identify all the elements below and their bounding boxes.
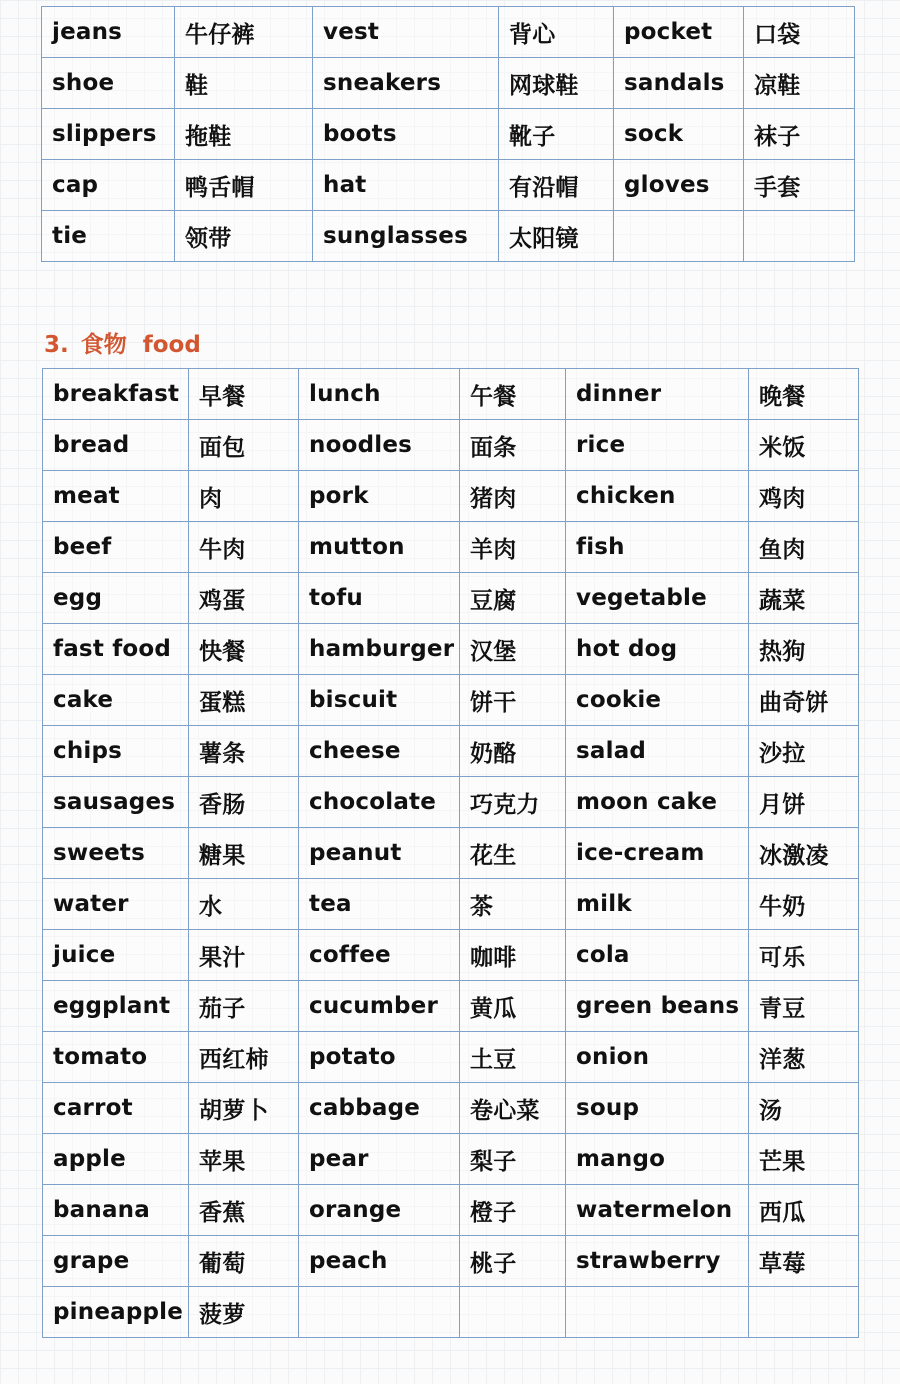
english-word-cell: biscuit [299,675,460,726]
chinese-word-cell: 牛奶 [749,879,859,930]
chinese-word-cell: 沙拉 [749,726,859,777]
english-word-cell: cheese [299,726,460,777]
english-word-cell: pear [299,1134,460,1185]
english-word-cell: mutton [299,522,460,573]
english-word-cell: breakfast [43,369,189,420]
table-row [43,930,859,981]
english-word-cell: cabbage [299,1083,460,1134]
chinese-word-cell: 橙子 [460,1185,566,1236]
chinese-word-cell: 黄瓜 [460,981,566,1032]
english-word-cell: banana [43,1185,189,1236]
english-word-cell: cap [42,160,175,211]
english-word-cell: grape [43,1236,189,1287]
english-word-cell: meat [43,471,189,522]
chinese-word-cell: 汤 [749,1083,859,1134]
chinese-word-cell: 芒果 [749,1134,859,1185]
chinese-word-cell: 卷心菜 [460,1083,566,1134]
table-row [43,522,859,573]
chinese-word-cell: 拖鞋 [175,109,313,160]
chinese-word-cell [744,211,855,262]
english-word-cell: tea [299,879,460,930]
english-word-cell: soup [566,1083,749,1134]
clothes-table-body [42,7,855,262]
english-word-cell: mango [566,1134,749,1185]
chinese-word-cell: 巧克力 [460,777,566,828]
chinese-word-cell: 背心 [499,7,614,58]
english-word-cell: cookie [566,675,749,726]
english-word-cell: dinner [566,369,749,420]
chinese-word-cell: 鱼肉 [749,522,859,573]
chinese-word-cell: 茄子 [189,981,299,1032]
chinese-word-cell: 快餐 [189,624,299,675]
english-word-cell: vegetable [566,573,749,624]
english-word-cell: tie [42,211,175,262]
english-word-cell: pork [299,471,460,522]
chinese-word-cell: 鸭舌帽 [175,160,313,211]
english-word-cell: carrot [43,1083,189,1134]
chinese-word-cell: 领带 [175,211,313,262]
chinese-word-cell: 蛋糕 [189,675,299,726]
english-word-cell: tofu [299,573,460,624]
chinese-word-cell: 豆腐 [460,573,566,624]
english-word-cell: jeans [42,7,175,58]
chinese-word-cell: 汉堡 [460,624,566,675]
table-row [43,879,859,930]
english-word-cell: pocket [614,7,744,58]
table-row [43,777,859,828]
english-word-cell: orange [299,1185,460,1236]
english-word-cell: juice [43,930,189,981]
english-word-cell: green beans [566,981,749,1032]
table-row [43,828,859,879]
table-row [43,420,859,471]
english-word-cell: hat [313,160,499,211]
chinese-word-cell: 猪肉 [460,471,566,522]
chinese-word-cell: 面条 [460,420,566,471]
table-row [43,1185,859,1236]
chinese-word-cell: 鸡肉 [749,471,859,522]
english-word-cell: sock [614,109,744,160]
chinese-word-cell: 果汁 [189,930,299,981]
english-word-cell: bread [43,420,189,471]
english-word-cell: watermelon [566,1185,749,1236]
english-word-cell: cake [43,675,189,726]
table-row [42,7,855,58]
chinese-word-cell: 袜子 [744,109,855,160]
table-row [43,573,859,624]
table-row [43,1083,859,1134]
english-word-cell: hamburger [299,624,460,675]
chinese-word-cell: 牛肉 [189,522,299,573]
chinese-word-cell: 洋葱 [749,1032,859,1083]
english-word-cell: peach [299,1236,460,1287]
table-row [42,160,855,211]
chinese-word-cell [460,1287,566,1338]
chinese-word-cell: 米饭 [749,420,859,471]
chinese-word-cell: 香蕉 [189,1185,299,1236]
english-word-cell: sausages [43,777,189,828]
english-word-cell: hot dog [566,624,749,675]
chinese-word-cell: 手套 [744,160,855,211]
chinese-word-cell: 早餐 [189,369,299,420]
chinese-word-cell: 苹果 [189,1134,299,1185]
chinese-word-cell: 羊肉 [460,522,566,573]
english-word-cell: slippers [42,109,175,160]
chinese-word-cell: 凉鞋 [744,58,855,109]
food-section-heading [44,326,201,359]
english-word-cell: chicken [566,471,749,522]
chinese-word-cell: 奶酪 [460,726,566,777]
english-word-cell [566,1287,749,1338]
section-number: 3. [44,332,69,358]
english-word-cell: sunglasses [313,211,499,262]
english-word-cell: pineapple [43,1287,189,1338]
english-word-cell: fast food [43,624,189,675]
english-word-cell: sneakers [313,58,499,109]
english-word-cell: moon cake [566,777,749,828]
english-word-cell: ice-cream [566,828,749,879]
english-word-cell: noodles [299,420,460,471]
english-word-cell [299,1287,460,1338]
english-word-cell: boots [313,109,499,160]
english-word-cell: water [43,879,189,930]
chinese-word-cell: 鸡蛋 [189,573,299,624]
table-row [43,1236,859,1287]
chinese-word-cell: 肉 [189,471,299,522]
english-word-cell: strawberry [566,1236,749,1287]
english-word-cell: vest [313,7,499,58]
english-word-cell: cola [566,930,749,981]
chinese-word-cell: 葡萄 [189,1236,299,1287]
english-word-cell: salad [566,726,749,777]
chinese-word-cell: 梨子 [460,1134,566,1185]
chinese-word-cell: 曲奇饼 [749,675,859,726]
chinese-word-cell: 鞋 [175,58,313,109]
english-word-cell: apple [43,1134,189,1185]
chinese-word-cell: 菠萝 [189,1287,299,1338]
english-word-cell: eggplant [43,981,189,1032]
chinese-word-cell: 冰激凌 [749,828,859,879]
english-word-cell: shoe [42,58,175,109]
chinese-word-cell: 饼干 [460,675,566,726]
chinese-word-cell: 月饼 [749,777,859,828]
english-word-cell: tomato [43,1032,189,1083]
chinese-word-cell: 热狗 [749,624,859,675]
english-word-cell: chocolate [299,777,460,828]
food-vocab-table [42,368,859,1338]
chinese-word-cell: 可乐 [749,930,859,981]
table-row [43,471,859,522]
chinese-word-cell: 青豆 [749,981,859,1032]
chinese-word-cell: 蔬菜 [749,573,859,624]
chinese-word-cell: 茶 [460,879,566,930]
chinese-word-cell: 面包 [189,420,299,471]
table-row [43,624,859,675]
chinese-word-cell: 水 [189,879,299,930]
chinese-word-cell: 口袋 [744,7,855,58]
table-row [42,58,855,109]
chinese-word-cell: 靴子 [499,109,614,160]
table-row [43,1032,859,1083]
chinese-word-cell: 午餐 [460,369,566,420]
table-row [42,211,855,262]
table-row [43,1287,859,1338]
section-title-en: food [142,332,201,358]
chinese-word-cell: 胡萝卜 [189,1083,299,1134]
english-word-cell: potato [299,1032,460,1083]
chinese-word-cell: 花生 [460,828,566,879]
english-word-cell: peanut [299,828,460,879]
chinese-word-cell: 网球鞋 [499,58,614,109]
chinese-word-cell: 桃子 [460,1236,566,1287]
english-word-cell: chips [43,726,189,777]
chinese-word-cell: 有沿帽 [499,160,614,211]
english-word-cell [614,211,744,262]
english-word-cell: beef [43,522,189,573]
chinese-word-cell: 薯条 [189,726,299,777]
english-word-cell: fish [566,522,749,573]
chinese-word-cell: 土豆 [460,1032,566,1083]
table-row [43,726,859,777]
table-row [43,1134,859,1185]
english-word-cell: gloves [614,160,744,211]
english-word-cell: onion [566,1032,749,1083]
chinese-word-cell: 晚餐 [749,369,859,420]
table-row [43,369,859,420]
chinese-word-cell [749,1287,859,1338]
chinese-word-cell: 太阳镜 [499,211,614,262]
english-word-cell: milk [566,879,749,930]
english-word-cell: rice [566,420,749,471]
chinese-word-cell: 牛仔裤 [175,7,313,58]
english-word-cell: sweets [43,828,189,879]
clothes-vocab-table [41,6,855,262]
chinese-word-cell: 咖啡 [460,930,566,981]
chinese-word-cell: 草莓 [749,1236,859,1287]
english-word-cell: lunch [299,369,460,420]
english-word-cell: egg [43,573,189,624]
section-title-zh: 食物 [80,332,127,358]
food-table-body [43,369,859,1338]
chinese-word-cell: 西红柿 [189,1032,299,1083]
chinese-word-cell: 西瓜 [749,1185,859,1236]
table-row [42,109,855,160]
table-row [43,981,859,1032]
english-word-cell: cucumber [299,981,460,1032]
chinese-word-cell: 糖果 [189,828,299,879]
english-word-cell: sandals [614,58,744,109]
table-row [43,675,859,726]
english-word-cell: coffee [299,930,460,981]
chinese-word-cell: 香肠 [189,777,299,828]
